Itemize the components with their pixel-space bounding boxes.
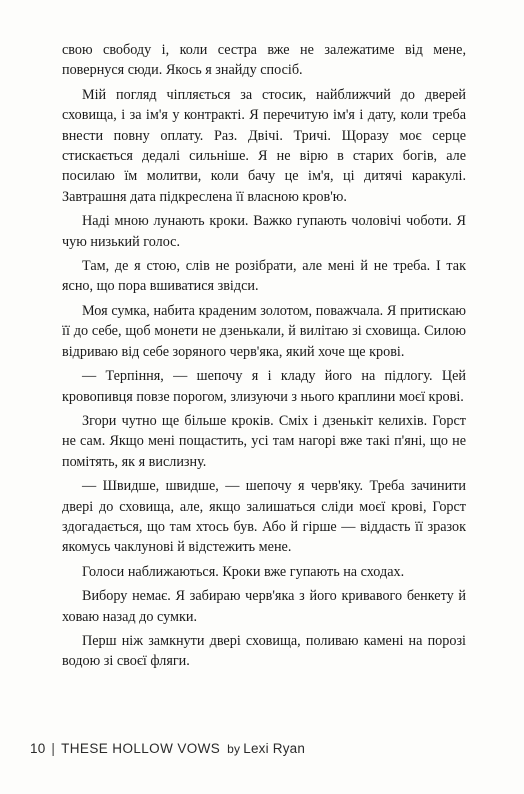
page-number: 10 [30, 741, 46, 756]
footer-separator: | [51, 741, 56, 756]
paragraph: — Швидше, швидше, — шепочу я черв'яку. Треба зачинити двері до сховища, але, якщо залишаться сліди моєї крові, Горст здогадається, що там хтось був. Або й гірше — віддасть її зразок якомусь чаклунові й відстежить мене. [62, 478, 466, 556]
paragraph: Перш ніж замкнути двері сховища, поливаю камені на порозі водою зі своєї фляги. [62, 632, 466, 670]
paragraph: Вибору немає. Я забираю черв'яка з його кривавого бенкету й ховаю назад до сумки. [62, 588, 466, 625]
page-footer [30, 741, 305, 756]
footer-by: by [227, 742, 241, 756]
paragraph: Наді мною лунають кроки. Важко гупають чоловічі чоботи. Я чую низький голос. [62, 213, 466, 250]
author-name: Lexi Ryan [243, 741, 306, 756]
book-title: THESE HOLLOW VOWS [61, 741, 221, 756]
paragraph: Згори чутно ще більше кроків. Сміх і дзенькіт келихів. Горст не сам. Якщо мені пощастить, усі там нагорі вже такі п'яні, що не помітять, як я вислизну. [62, 412, 466, 470]
body-text [62, 40, 466, 676]
paragraph: Моя сумка, набита краденим золотом, поважчала. Я притискаю її до себе, щоб монети не дзенькали, й вилітаю зі сховища. Силою відриваю від себе зоряного черв'яка, який хоче ще крові. [62, 302, 466, 360]
paragraph: Мій погляд чіпляється за стосик, найближчий до дверей сховища, і за ім'я у контракті. Я перечитую ім'я і дату, коли треба внести повну оплату. Раз. Двічі. Тричі. Щоразу моє серце стискається дедалі сильніше. Я не вірю в старих богів, але посилаю їм молитви, коли бачу це ім'я, ці дитячі каракулі. Завтрашня дата підкреслена її власною кров'ю. [62, 86, 466, 205]
paragraph: свою свободу і, коли сестра вже не залежатиме від мене, повернуся сюди. Якось я знайду спосіб. [62, 42, 466, 79]
paragraph: — Терпіння, — шепочу я і кладу його на підлогу. Цей кровопивця повзе порогом, злизуючи з нього краплини моєї крові. [62, 368, 466, 405]
paragraph: Там, де я стою, слів не розібрати, але мені й не треба. І так ясно, що пора вшиватися звідси. [62, 258, 466, 295]
paragraph: Голоси наближаються. Кроки вже гупають на сходах. [82, 563, 405, 580]
